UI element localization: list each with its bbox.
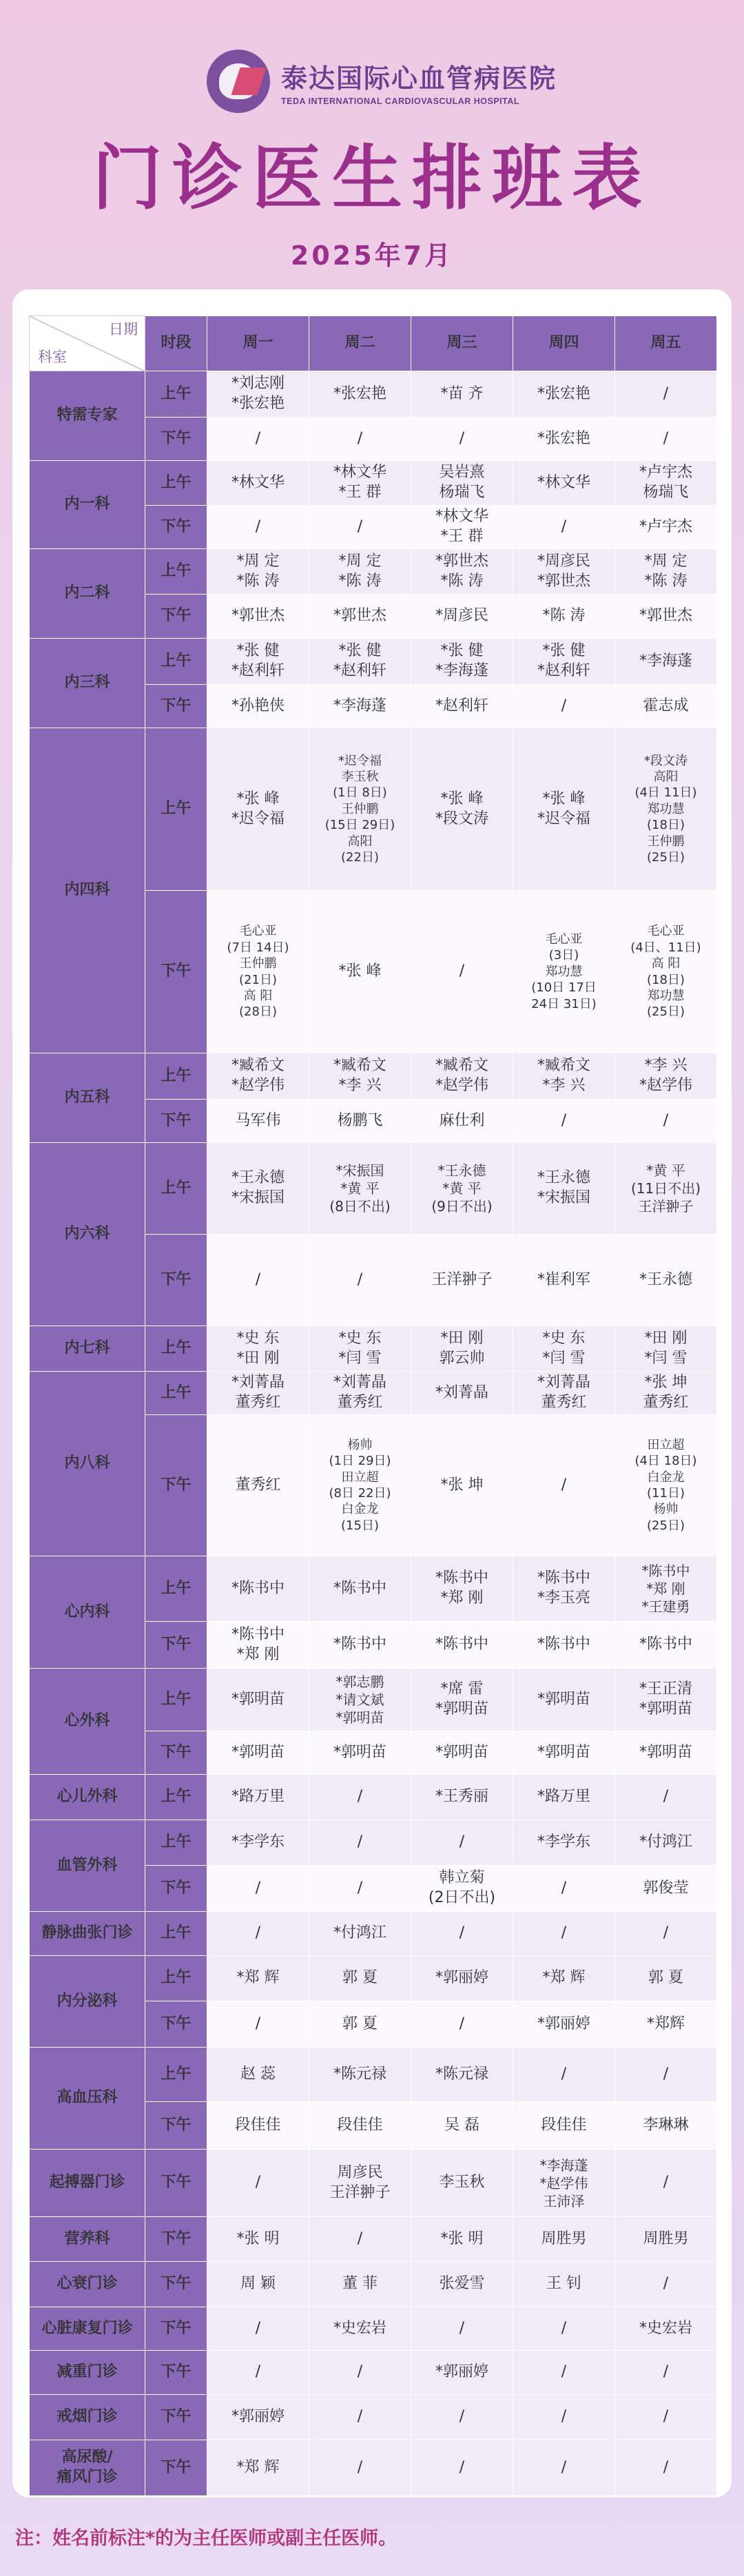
schedule-cell: *陈书中 (513, 1622, 615, 1669)
schedule-cell: *郭志鹏 *请文斌 *郭明苗 (309, 1669, 411, 1731)
department-cell: 心脏康复门诊 (30, 2307, 145, 2351)
schedule-cell: *史 东 *闫 雪 (309, 1326, 411, 1372)
schedule-cell: / (615, 2262, 717, 2307)
schedule-cell: *李学东 (513, 1820, 615, 1866)
schedule-table (29, 316, 717, 2496)
schedule-cell: *张 峰 *段文涛 (411, 728, 513, 891)
time-slot-cell: 下午 (145, 1866, 207, 1912)
schedule-cell: *陈书中 *郑 刚 (207, 1622, 309, 1669)
table-row (30, 1053, 717, 1100)
schedule-cell: *史宏岩 (309, 2307, 411, 2351)
schedule-cell: *周 定 *陈 涛 (309, 549, 411, 595)
schedule-cell: 郭俊莹 (615, 1866, 717, 1912)
day-header: 周一 (207, 316, 309, 371)
department-cell: 内一科 (30, 461, 145, 549)
schedule-cell: *崔利军 (513, 1235, 615, 1326)
schedule-cell: *郭丽婷 (411, 2351, 513, 2395)
department-cell: 高尿酸/ 痛风门诊 (30, 2440, 145, 2496)
schedule-cell: *史 东 *闫 雪 (513, 1326, 615, 1372)
schedule-cell: *郭世杰 (309, 595, 411, 639)
schedule-cell: / (207, 2351, 309, 2395)
schedule-cell: *李 兴 *赵学伟 (615, 1053, 717, 1100)
schedule-cell: 段佳佳 (207, 2102, 309, 2150)
time-slot-cell: 下午 (145, 2001, 207, 2048)
table-row (30, 1912, 717, 1956)
time-slot-cell: 上午 (145, 1669, 207, 1731)
schedule-cell: / (309, 2351, 411, 2395)
schedule-cell: / (513, 2307, 615, 2351)
schedule-cell: / (207, 506, 309, 549)
schedule-cell: 段佳佳 (513, 2102, 615, 2150)
schedule-cell: / (207, 1866, 309, 1912)
schedule-cell: / (309, 506, 411, 549)
department-cell: 内四科 (30, 728, 145, 1053)
schedule-cell: 李琳琳 (615, 2102, 717, 2150)
day-header: 周四 (513, 316, 615, 371)
hospital-emblem-icon (207, 50, 270, 113)
schedule-cell: *周彦民 *郭世杰 (513, 549, 615, 595)
schedule-cell: / (615, 2440, 717, 2496)
time-slot-cell: 下午 (145, 685, 207, 728)
time-slot-cell: 下午 (145, 418, 207, 461)
table-row (30, 461, 717, 506)
schedule-cell: *李海蓬 (309, 685, 411, 728)
schedule-cell: *王永德 (615, 1235, 717, 1326)
department-cell: 内分泌科 (30, 1956, 145, 2048)
schedule-cell: *宋振国 *黄 平 (8日不出) (309, 1143, 411, 1235)
time-slot-cell: 上午 (145, 1912, 207, 1956)
schedule-cell: *郭明苗 (513, 1731, 615, 1775)
schedule-cell: *段文涛 高阳 (4日 11日) 郑功慧 (18日) 王仲鹏 (25日) (615, 728, 717, 891)
department-cell: 减重门诊 (30, 2351, 145, 2395)
schedule-cell: *张 健 *赵利轩 (513, 639, 615, 685)
schedule-cell: *路万里 (513, 1775, 615, 1820)
schedule-cell: / (207, 2001, 309, 2048)
schedule-cell: *张 健 *李海蓬 (411, 639, 513, 685)
department-cell: 静脉曲张门诊 (30, 1912, 145, 1956)
schedule-cell: *郑 辉 (207, 1956, 309, 2001)
schedule-cell: *陈书中 *郑 刚 (411, 1556, 513, 1622)
schedule-cell: / (309, 1866, 411, 1912)
schedule-cell: *陈 涛 (513, 595, 615, 639)
schedule-cell: 赵 蕊 (207, 2048, 309, 2102)
schedule-cell: / (207, 2150, 309, 2217)
schedule-cell: *路万里 (207, 1775, 309, 1820)
schedule-cell: / (513, 1866, 615, 1912)
time-slot-cell: 下午 (145, 595, 207, 639)
hospital-logo (207, 50, 557, 113)
table-header-row (30, 316, 717, 371)
schedule-cell: *林文华 (513, 461, 615, 506)
schedule-cell: *李海蓬 *赵学伟 王沛泽 (513, 2150, 615, 2217)
time-slot-cell: 下午 (145, 1235, 207, 1326)
time-slot-cell: 上午 (145, 728, 207, 891)
table-row (30, 2395, 717, 2440)
time-slot-cell: 上午 (145, 461, 207, 506)
schedule-cell: *王永德 *黄 平 (9日不出) (411, 1143, 513, 1235)
footnote: 注：姓名前标注*的为主任医师或副主任医师。 (15, 2528, 397, 2549)
schedule-cell: 王 钊 (513, 2262, 615, 2307)
schedule-cell: / (309, 418, 411, 461)
time-slot-cell: 下午 (145, 891, 207, 1053)
schedule-cell: / (411, 2440, 513, 2496)
time-slot-cell: 下午 (145, 2395, 207, 2440)
schedule-cell: 周胜男 (513, 2217, 615, 2262)
schedule-cell: / (411, 1820, 513, 1866)
schedule-cell: *郑 辉 (207, 2440, 309, 2496)
table-row (30, 1956, 717, 2001)
time-slot-cell: 上午 (145, 1956, 207, 2001)
schedule-cell: *史 东 *田 刚 (207, 1326, 309, 1372)
schedule-cell: *郭明苗 (207, 1731, 309, 1775)
schedule-cell: / (309, 2395, 411, 2440)
schedule-cell: *臧希文 *赵学伟 (207, 1053, 309, 1100)
schedule-cell: *郭世杰 (615, 595, 717, 639)
schedule-cell: / (615, 2048, 717, 2102)
schedule-cell: *史宏岩 (615, 2307, 717, 2351)
table-row (30, 1820, 717, 1866)
time-slot-cell: 上午 (145, 1372, 207, 1415)
schedule-cell: 张爱雪 (411, 2262, 513, 2307)
department-cell: 内三科 (30, 639, 145, 728)
day-header: 周三 (411, 316, 513, 371)
schedule-cell: *郭丽婷 (411, 1956, 513, 2001)
schedule-cell: *郑辉 (615, 2001, 717, 2048)
department-cell: 内五科 (30, 1053, 145, 1143)
schedule-cell: 段佳佳 (309, 2102, 411, 2150)
schedule-cell: / (207, 418, 309, 461)
schedule-cell: / (615, 2150, 717, 2217)
schedule-cell: *周 定 *陈 涛 (207, 549, 309, 595)
time-slot-cell: 下午 (145, 2351, 207, 2395)
day-header: 周五 (615, 316, 717, 371)
schedule-cell: *刘菁晶 董秀红 (207, 1372, 309, 1415)
schedule-cell: *张 明 (411, 2217, 513, 2262)
time-slot-cell: 上午 (145, 639, 207, 685)
schedule-cell: 麻仕利 (411, 1100, 513, 1143)
schedule-cell: 吴 磊 (411, 2102, 513, 2150)
schedule-cell: *田 刚 郭云帅 (411, 1326, 513, 1372)
time-slot-cell: 上午 (145, 549, 207, 595)
table-row (30, 2440, 717, 2496)
schedule-cell: / (513, 506, 615, 549)
schedule-cell: *王秀丽 (411, 1775, 513, 1820)
page-header (0, 0, 744, 282)
schedule-cell: *周彦民 (411, 595, 513, 639)
schedule-cell: *林文华 (207, 461, 309, 506)
schedule-cell: *张 明 (207, 2217, 309, 2262)
schedule-cell: *张宏艳 (309, 371, 411, 418)
department-cell: 心儿外科 (30, 1775, 145, 1820)
schedule-cell: / (615, 1775, 717, 1820)
slot-header: 时段 (145, 316, 207, 371)
schedule-cell: / (615, 371, 717, 418)
schedule-cell: *陈书中 (411, 1622, 513, 1669)
department-cell: 血管外科 (30, 1820, 145, 1912)
time-slot-cell: 下午 (145, 2307, 207, 2351)
hospital-name-cn: 泰达国际心血管病医院 (281, 64, 557, 94)
schedule-cell: *张 峰 *迟令福 (513, 728, 615, 891)
schedule-cell: *张宏艳 (513, 371, 615, 418)
schedule-cell: / (411, 418, 513, 461)
schedule-cell: / (309, 2440, 411, 2496)
schedule-cell: 毛心亚 (7日 14日) 王仲鹏 (21日) 高 阳 (28日) (207, 891, 309, 1053)
schedule-cell: *郭明苗 (513, 1669, 615, 1731)
schedule-cell: *陈书中 (309, 1556, 411, 1622)
schedule-cell: 董 菲 (309, 2262, 411, 2307)
schedule-cell: 郭 夏 (309, 2001, 411, 2048)
department-cell: 内二科 (30, 549, 145, 639)
time-slot-cell: 上午 (145, 1053, 207, 1100)
schedule-cell: *陈元禄 (411, 2048, 513, 2102)
schedule-cell: *李海蓬 (615, 639, 717, 685)
department-cell: 内六科 (30, 1143, 145, 1326)
schedule-cell: / (411, 1912, 513, 1956)
day-header: 周二 (309, 316, 411, 371)
schedule-cell: / (513, 1415, 615, 1556)
schedule-cell: *臧希文 *赵学伟 (411, 1053, 513, 1100)
schedule-cell: / (615, 2351, 717, 2395)
schedule-cell: *黄 平 (11日不出) 王洋翀子 (615, 1143, 717, 1235)
table-row (30, 2048, 717, 2102)
schedule-cell: 郭 夏 (309, 1956, 411, 2001)
table-row (30, 639, 717, 685)
time-slot-cell: 上午 (145, 2048, 207, 2102)
table-row (30, 2307, 717, 2351)
schedule-cell: / (207, 2307, 309, 2351)
time-slot-cell: 下午 (145, 1100, 207, 1143)
header-corner (30, 316, 145, 371)
schedule-cell: *张 峰 *迟令福 (207, 728, 309, 891)
schedule-cell: / (513, 2395, 615, 2440)
hospital-name-en: TEDA INTERNATIONAL CARDIOVASCULAR HOSPITAL (281, 96, 519, 106)
time-slot-cell: 上午 (145, 1143, 207, 1235)
schedule-cell: *苗 齐 (411, 371, 513, 418)
schedule-cell: / (411, 891, 513, 1053)
schedule-cell: / (207, 1912, 309, 1956)
schedule-cell: 毛心亚 (4日、11日) 高 阳 (18日) 郑功慧 (25日) (615, 891, 717, 1053)
time-slot-cell: 上午 (145, 1820, 207, 1866)
time-slot-cell: 下午 (145, 2262, 207, 2307)
time-slot-cell: 下午 (145, 2102, 207, 2150)
schedule-cell: / (411, 2307, 513, 2351)
schedule-cell: / (411, 2001, 513, 2048)
schedule-cell: *林文华 *王 群 (309, 461, 411, 506)
schedule-cell: *席 雷 *郭明苗 (411, 1669, 513, 1731)
schedule-cell: / (513, 1100, 615, 1143)
schedule-cell: *臧希文 *李 兴 (309, 1053, 411, 1100)
schedule-cell: *田 刚 *闫 雪 (615, 1326, 717, 1372)
time-slot-cell: 下午 (145, 2150, 207, 2217)
schedule-cell: *迟令福 李玉秋 (1日 8日) 王仲鹏 (15日 29日) 高阳 (22日) (309, 728, 411, 891)
schedule-cell: *郭丽婷 (207, 2395, 309, 2440)
table-row (30, 2217, 717, 2262)
schedule-cell: *陈书中 *李玉亮 (513, 1556, 615, 1622)
schedule-cell: 李玉秋 (411, 2150, 513, 2217)
schedule-cell: / (207, 1235, 309, 1326)
schedule-cell: *张 峰 (309, 891, 411, 1053)
time-slot-cell: 下午 (145, 506, 207, 549)
schedule-cell: *陈书中 (207, 1556, 309, 1622)
schedule-cell: / (513, 2440, 615, 2496)
schedule-cell: / (615, 418, 717, 461)
schedule-cell: / (615, 1912, 717, 1956)
table-row (30, 1556, 717, 1622)
schedule-cell: 周胜男 (615, 2217, 717, 2262)
schedule-cell: *陈书中 (615, 1622, 717, 1669)
table-row (30, 1143, 717, 1235)
schedule-cell: *卢宇杰 (615, 506, 717, 549)
schedule-cell: / (309, 2217, 411, 2262)
schedule-cell: *付鸿江 (615, 1820, 717, 1866)
date-label: 日期 (109, 321, 138, 338)
schedule-cell: *郭明苗 (411, 1731, 513, 1775)
department-cell: 起搏器门诊 (30, 2150, 145, 2217)
schedule-cell: 田立超 (4日 18日) 白金龙 (11日) 杨帅 (25日) (615, 1415, 717, 1556)
time-slot-cell: 下午 (145, 1622, 207, 1669)
schedule-cell: 周 颖 (207, 2262, 309, 2307)
schedule-cell: / (615, 2395, 717, 2440)
schedule-cell: 霍志成 (615, 685, 717, 728)
schedule-cell: 王洋翀子 (411, 1235, 513, 1326)
table-row (30, 728, 717, 891)
time-slot-cell: 上午 (145, 1775, 207, 1820)
schedule-cell: / (513, 2048, 615, 2102)
schedule-cell: *刘菁晶 董秀红 (513, 1372, 615, 1415)
table-row (30, 1669, 717, 1731)
schedule-cell: *陈书中 (309, 1622, 411, 1669)
schedule-cell: *付鸿江 (309, 1912, 411, 1956)
schedule-cell: / (615, 1100, 717, 1143)
table-row (30, 2351, 717, 2395)
schedule-cell: *刘菁晶 董秀红 (309, 1372, 411, 1415)
schedule-cell: *李学东 (207, 1820, 309, 1866)
schedule-cell: *郭世杰 *陈 涛 (411, 549, 513, 595)
department-cell: 心内科 (30, 1556, 145, 1669)
schedule-cell: *张 健 *赵利轩 (309, 639, 411, 685)
time-slot-cell: 下午 (145, 2440, 207, 2496)
department-cell: 心衰门诊 (30, 2262, 145, 2307)
time-slot-cell: 上午 (145, 1556, 207, 1622)
time-slot-cell: 下午 (145, 1415, 207, 1556)
table-row (30, 2262, 717, 2307)
table-row (30, 371, 717, 418)
department-cell: 高血压科 (30, 2048, 145, 2150)
schedule-cell: *卢宇杰 杨瑞飞 (615, 461, 717, 506)
schedule-cell: 马军伟 (207, 1100, 309, 1143)
schedule-cell: / (411, 2395, 513, 2440)
schedule-cell: 杨鹏飞 (309, 1100, 411, 1143)
schedule-cell: 董秀红 (207, 1415, 309, 1556)
table-row (30, 1372, 717, 1415)
table-row (30, 2150, 717, 2217)
table-row (30, 549, 717, 595)
dept-label: 科室 (38, 348, 67, 365)
schedule-cell: / (309, 1820, 411, 1866)
department-cell: 特需专家 (30, 371, 145, 461)
department-cell: 营养科 (30, 2217, 145, 2262)
schedule-cell: *赵利轩 (411, 685, 513, 728)
table-row (30, 1775, 717, 1820)
schedule-cell: / (513, 685, 615, 728)
schedule-cell: *王永德 *宋振国 (513, 1143, 615, 1235)
schedule-cell: *陈书中 *郑 刚 *王建勇 (615, 1556, 717, 1622)
schedule-cell: *郭明苗 (615, 1731, 717, 1775)
schedule-cell: *陈元禄 (309, 2048, 411, 2102)
time-slot-cell: 上午 (145, 371, 207, 418)
department-cell: 内八科 (30, 1372, 145, 1556)
schedule-cell: *周 定 *陈 涛 (615, 549, 717, 595)
time-slot-cell: 下午 (145, 1731, 207, 1775)
table-row (30, 1326, 717, 1372)
schedule-cell: *郭世杰 (207, 595, 309, 639)
schedule-cell: *郭丽婷 (513, 2001, 615, 2048)
schedule-cell: *郭明苗 (309, 1731, 411, 1775)
schedule-cell: *孙艳侠 (207, 685, 309, 728)
schedule-cell: *王永德 *宋振国 (207, 1143, 309, 1235)
schedule-cell: *林文华 *王 群 (411, 506, 513, 549)
schedule-cell: 毛心亚 (3日) 郑功慧 (10日 17日 24日 31日) (513, 891, 615, 1053)
department-cell: 戒烟门诊 (30, 2395, 145, 2440)
schedule-cell: / (513, 2351, 615, 2395)
schedule-cell: 杨帅 (1日 29日) 田立超 (8日 22日) 白金龙 (15日) (309, 1415, 411, 1556)
schedule-cell: *张宏艳 (513, 418, 615, 461)
schedule-cell: 周彦民 王洋翀子 (309, 2150, 411, 2217)
schedule-cell: 郭 夏 (615, 1956, 717, 2001)
department-cell: 心外科 (30, 1669, 145, 1775)
page-title: 门诊医生排班表 (92, 138, 652, 220)
page-subtitle: 2025年7月 (290, 240, 454, 271)
schedule-cell: *王正清 *郭明苗 (615, 1669, 717, 1731)
schedule-cell: 吴岩熹 杨瑞飞 (411, 461, 513, 506)
time-slot-cell: 上午 (145, 1326, 207, 1372)
department-cell: 内七科 (30, 1326, 145, 1372)
time-slot-cell: 下午 (145, 2217, 207, 2262)
schedule-cell: *张 坤 董秀红 (615, 1372, 717, 1415)
schedule-cell: / (309, 1235, 411, 1326)
schedule-cell: *刘志刚 *张宏艳 (207, 371, 309, 418)
schedule-cell: 韩立菊 (2日不出) (411, 1866, 513, 1912)
schedule-cell: *张 坤 (411, 1415, 513, 1556)
schedule-cell: *臧希文 *李 兴 (513, 1053, 615, 1100)
schedule-cell: / (309, 1775, 411, 1820)
schedule-cell: *张 健 *赵利轩 (207, 639, 309, 685)
schedule-cell: *郑 辉 (513, 1956, 615, 2001)
schedule-cell: / (513, 1912, 615, 1956)
schedule-cell: *刘菁晶 (411, 1372, 513, 1415)
schedule-cell: *郭明苗 (207, 1669, 309, 1731)
